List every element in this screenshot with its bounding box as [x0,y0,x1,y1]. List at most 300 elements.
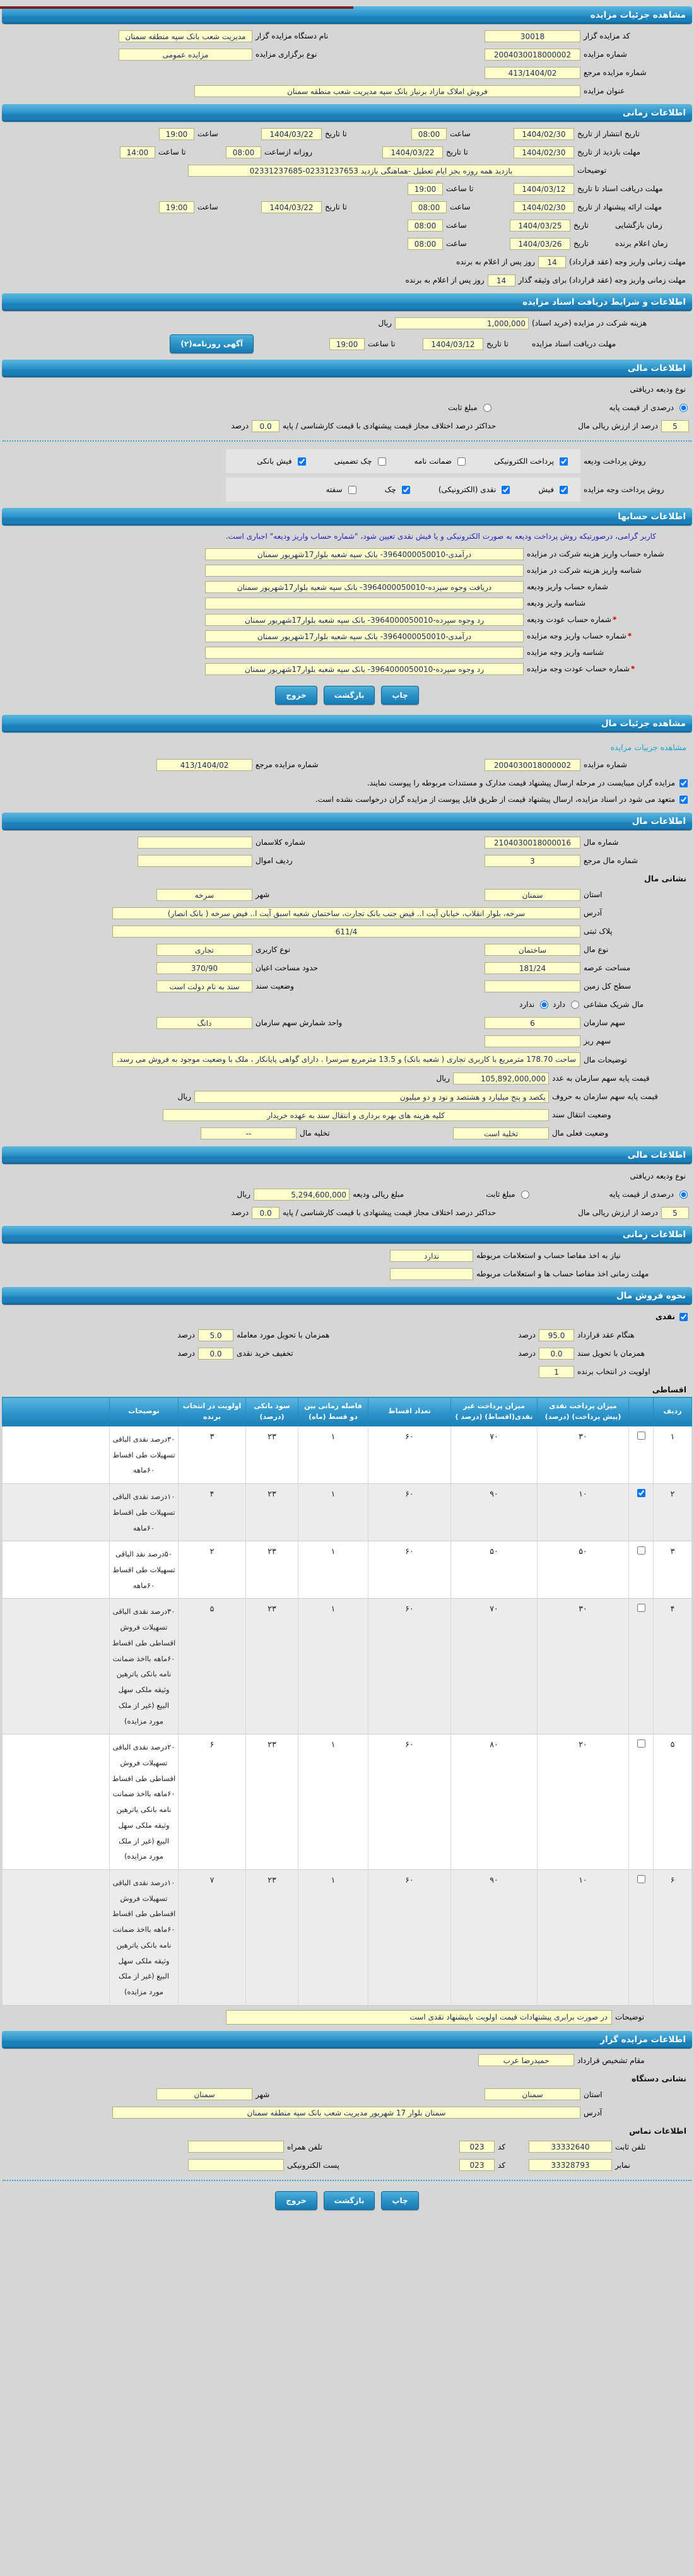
deposit-method-certified-check-label: چک تضمینی [334,457,372,466]
asset-desc-row [5,1052,689,1067]
winner-time[interactable]: 08:00 [408,238,443,250]
auctioneer-code-value[interactable]: 30018 [485,30,580,42]
deposit-amount-label: مبلغ ریالی ودیعه [353,1190,404,1199]
sale-notes-value[interactable]: در صورت برابری پیشنهادات قیمت اولویت باپیشنهاد نقدی است [226,2010,612,2025]
installment-description: ۵۰درصد نقد الباقی تسهیلات طی اقساط ۶۰ماهه [110,1541,179,1599]
max-diff-value-2[interactable]: 0.0 [252,1207,279,1219]
visit-to-time[interactable]: 14:00 [120,146,155,158]
asset-city-value[interactable]: سرخه [156,889,252,901]
section-header-auctioneer: اطلاعات مزایده گزار [2,2031,692,2049]
installment-select-cell [629,1426,654,1484]
visit-notes-value[interactable]: بازدید همه روزه بجز ایام تعطیل -هماهنگی بازدید 02331237653-02331237685 [188,165,574,177]
installment-empty-cell [3,1734,110,1870]
payment-method-check-checkbox[interactable] [402,486,410,494]
opening-time[interactable]: 08:00 [408,220,443,232]
share-unit-value[interactable]: دانگ [156,1017,252,1029]
deposit-method-bank-slip-label: فیش بانکی [257,457,292,466]
field-row [5,84,689,98]
installment-cash-percent: ۱۰ [538,1484,629,1541]
authority-value[interactable]: حمیدرضا عرب [478,2054,574,2066]
auctioneer-city-label: شهر [256,2090,270,2099]
sub-share-label: سهم ریز [584,1037,611,1045]
actions-top [0,686,694,705]
evacuation-label: تخلیه مال [300,1129,330,1138]
offer-to-time[interactable]: 19:00 [159,201,194,213]
deposit-method-electronic-label: پرداخت الکترونیکی [494,457,554,466]
fax-code-value[interactable]: 023 [459,2159,495,2171]
no-attachment-request-row [5,792,689,806]
deposit-deadline-row [5,255,689,269]
deposit-percent-radio-2[interactable] [679,1191,688,1199]
deposit-deadline-guarantor-days[interactable]: 14 [488,274,515,286]
installments-header-cell: فاصله زمانی بین دو قسط (ماه) [298,1397,368,1426]
installment-noncash-percent: ۹۰ [451,1484,538,1541]
winner-hour-label: ساعت [446,239,467,248]
installments-header-cell: اولویت در انتخاب برنده [179,1397,246,1426]
auction-type-label: نوع برگزاری مزایده [256,50,317,59]
opening-date-label: تاریخ [573,221,589,230]
asset-auction-number-value[interactable]: 2004030018000002 [485,759,580,771]
deposit-percent-value[interactable]: 5 [661,420,689,432]
installment-cash-percent: ۳۰ [538,1599,629,1734]
installments-header-cell: میزان پرداخت نقدی (پیش پرداخت) (درصد) [538,1397,629,1426]
installment-empty-cell [3,1869,110,2005]
field-row [5,47,689,61]
auction-title-value[interactable]: فروش املاک مازاد برنیاز بانک سپه مدیریت شعب منطقه سمنان [194,85,580,97]
asset-auction-number-label: شماره مزایده [584,760,627,769]
field-row [5,66,689,79]
installment-description: ۲۰درصد نقدی الباقی تسهیلات فروش اقساطی طی اقساط ۶۰ماهه بااخذ ضمانت نامه بانکی یاترهین وثیقه ملکی سهل البیع (غیر از ملک مورد مزایده) [110,1734,179,1870]
installments-body [3,1426,692,2006]
shared-owner-yes-label: دارد [553,1000,565,1009]
deposit-type-options-row-2 [5,1187,689,1201]
base-price-row [5,1071,689,1085]
delivery-percent-value[interactable]: 5.0 [198,1329,233,1341]
auction-number-label: شماره مزایده [584,50,627,59]
installment-empty-cell [3,1484,110,1541]
installment-select-checkbox[interactable] [637,1546,645,1555]
installment-gap-months: ۱ [298,1599,368,1734]
auction-type-value[interactable]: مزایده عمومی [119,49,252,61]
installment-select-checkbox[interactable] [637,1875,645,1883]
share-unit-label: واحد شمارش سهم سازمان [256,1018,343,1027]
asset-address-value[interactable]: سرخه، بلوار انقلاب، خیابان آیت ا.. فیض جنب بانک تجارت، ساختمان شعبه اسبق آیت ا.. فیض سرخه ( بانک انصار) [112,907,580,919]
deposit-amount-value[interactable]: 5,294,600,000 [254,1189,350,1201]
installment-noncash-percent: ۷۰ [451,1599,538,1734]
required-asterisk: * [631,664,635,673]
print-button[interactable]: چاپ [381,2191,418,2210]
asset-province-value[interactable]: سمنان [485,889,580,901]
section-header-asset-info: اطلاعات مال [2,813,692,830]
payment-method-slip-label: فیش [538,485,554,494]
deed-delivery-percent-value[interactable]: 0.0 [539,1348,574,1360]
offer-from-label: مهلت ارائه پیشنهاد از تاریخ [577,203,662,211]
asset-city-label: شهر [256,890,270,899]
shared-owner-yes-radio[interactable] [571,1001,579,1009]
auction-ref-label: شماره مزایده مرجع [584,68,647,77]
sale-notes-row [5,2010,689,2025]
payment-method-promissory-label: سفته [326,485,343,494]
auctioneer-province-value[interactable]: سمنان [485,2088,580,2100]
docs-receive-time[interactable]: 19:00 [329,338,365,350]
land-area-value[interactable]: 181/24 [485,962,580,974]
base-price-words-unit: ریال [177,1092,191,1101]
cash-discount-label: تخفیف خرید نقدی [237,1349,293,1358]
opening-date[interactable]: 1404/03/25 [510,220,570,232]
publish-to-date[interactable]: 1404/03/22 [261,128,322,140]
deposit-deadline-days[interactable]: 14 [538,256,566,268]
installment-row [3,1484,692,1541]
deposit-deadline-label: مهلت زمانی واریز وجه (عقد قرارداد) [569,257,686,266]
auctioneer-code-label: کد مزایده گزار [584,32,630,40]
fax-value[interactable]: 33328793 [529,2159,612,2171]
deposit-fixed-radio-label: مبلغ ثابت [448,403,478,412]
dotted-divider-bottom [3,2180,691,2181]
building-area-value[interactable]: 370/90 [156,962,252,974]
winner-time-row [5,237,689,250]
field-row [5,979,689,993]
installment-empty-cell [3,1426,110,1484]
payment-method-label: روش پرداخت وجه مزایده [584,485,664,494]
payment-method-cash-electronic-label: نقدی (الکترونیکی) [438,485,497,494]
top-edge-artifact [0,6,353,9]
deposit-account-label: شماره حساب واریز ودیعه [527,582,608,591]
participation-fee-unit: ریال [378,319,392,327]
max-diff-unit-2: درصد [231,1208,249,1217]
docs-receive-until-label: تا ساعت [368,339,396,348]
max-diff-label: حداکثر درصد اختلاف مجاز قیمت پیشنهادی با قیمت کارشناسی / پایه [283,421,497,430]
installment-row-number: ۴ [654,1599,692,1734]
clearance-deadline-row [5,1267,689,1281]
asset-auction-ref-value[interactable]: 413/1404/02 [156,759,252,771]
field-row [5,943,689,956]
sale-notes-label: توضیحات [615,2013,645,2022]
attachment-required-checkbox[interactable] [679,779,688,787]
account-row [5,596,689,610]
clearance-deadline-value[interactable] [390,1268,473,1280]
asset-auction-ref-label: شماره مزایده مرجع [256,760,319,769]
phone-label: تلفن ثابت [615,2142,646,2151]
docs-deadline-date[interactable]: 1404/03/12 [514,183,574,195]
installment-select-checkbox[interactable] [637,1489,645,1497]
asset-number-label: شماره مال [584,838,619,847]
installment-bank-interest: ۲۳ [246,1599,298,1734]
cash-discount-unit: درصد [177,1349,195,1358]
asset-ref-value[interactable]: 3 [485,855,580,867]
auction-payment-id-value[interactable] [205,647,524,659]
back-button[interactable]: بازگشت [324,686,375,705]
installment-cash-percent: ۵۰ [538,1541,629,1599]
offer-hour-label: ساعت [450,203,471,211]
auction-return-account-value[interactable]: رد وجوه سپرده-3964000050010- بانک سپه شعبه بلوار17شهریور سمنان [205,663,524,675]
asset-province-label: استان [584,890,603,899]
base-price-words-value[interactable]: یکصد و پنج میلیارد و هشتصد و نود و دو میلیون [194,1091,549,1103]
no-attachment-request-checkbox[interactable] [679,796,688,804]
auctioneer-city-value[interactable]: سمنان [156,2088,252,2100]
publish-to-label: تا تاریخ [325,129,347,138]
visit-dates-row [5,145,689,159]
deposit-method-guarantee-checkbox[interactable] [457,457,466,466]
publish-from-label: تاریخ انتشار از تاریخ [577,129,640,138]
publish-from-time[interactable]: 08:00 [411,128,447,140]
auction-ref-value[interactable]: 413/1404/02 [485,67,580,79]
auctioneer-address-title: نشانی دستگاه [632,2073,686,2083]
email-value[interactable] [188,2159,284,2171]
field-row [5,1328,689,1342]
field-row [5,854,689,867]
transfer-status-value[interactable]: کلیه هزینه های بهره برداری و انتقال سند به عهده خریدار [163,1109,549,1121]
asset-desc-value[interactable]: ساحت 178.70 مترمربع با کاربری تجاری ( شعبه بانک) و 13.5 مترمربع سرسرا . دارای گواهی پایانکار ، ملک با وضعیت موجود به فروش می رسد. [112,1052,580,1067]
installment-row-number: ۵ [654,1734,692,1870]
installment-select-cell [629,1541,654,1599]
authority-row [5,2054,689,2067]
deposit-deadline-guarantor-label: مهلت زمانی واریز وجه (عقد قرارداد) برای وثیقه گذار [518,276,686,285]
total-land-value[interactable] [485,980,580,992]
deposit-id-value[interactable] [205,597,524,609]
opening-hour-label: ساعت [446,221,467,230]
exit-button[interactable]: خروج [275,686,317,705]
installment-winner-priority: ۳ [179,1426,246,1484]
installment-gap-months: ۱ [298,1869,368,2005]
section-header-asset-details: مشاهده جزئیات مال [2,715,692,732]
field-row [5,29,689,43]
cash-discount-value[interactable]: 0.0 [198,1348,233,1360]
asset-address-row [5,906,689,920]
docs-deadline-until-label: تا ساعت [446,184,474,193]
org-share-label: سهم سازمان [584,1018,625,1027]
docs-receive-to-date-label: تا تاریخ [486,339,509,348]
usage-type-value[interactable]: تجاری [156,944,252,956]
mobile-value[interactable] [188,2141,284,2153]
shared-owner-no-radio[interactable] [540,1001,548,1009]
installment-empty-cell [3,1599,110,1734]
deposit-deadline-suffix: روز پس از اعلام به برنده [456,257,536,266]
publish-from-date[interactable]: 1404/02/30 [514,128,574,140]
newspaper-ad-button[interactable]: آگهی روزنامه(۲) [170,334,254,353]
max-diff-value[interactable]: 0.0 [252,420,279,432]
installment-description: ۳۰درصد نقدی الباقی تسهیلات طی اقساط ۶۰ماهه [110,1426,179,1484]
classification-value[interactable] [138,837,252,849]
installment-select-checkbox[interactable] [637,1604,645,1612]
installment-count: ۶۰ [368,1869,451,2005]
no-attachment-request-label: متعهد می شود در اسناد مزایده، ارسال پیشنهاد قیمت از طریق فایل پیوست از مزایده گران درخواست نشده است. [315,795,675,804]
deposit-type-row [5,382,689,396]
installment-row-number: ۳ [654,1541,692,1599]
installment-count: ۶۰ [368,1541,451,1599]
shared-owner-no-label: ندارد [519,1000,535,1009]
publish-hour-label: ساعت [450,129,471,138]
installment-winner-priority: ۲ [179,1541,246,1599]
base-price-value[interactable]: 105,892,000,000 [453,1073,549,1085]
winner-date[interactable]: 1404/03/26 [510,238,570,250]
cash-sale-row [5,1310,689,1324]
fax-code-label: کد [498,2160,506,2170]
email-label: پست الکترونیکی [287,2160,339,2170]
deposit-percent-radio[interactable] [679,404,688,412]
installments-header-cell: تعداد اقساط [368,1397,451,1426]
auction-title-label: عنوان مزایده [584,86,625,95]
auctioneer-province-label: استان [584,2090,603,2099]
docs-deadline-time[interactable]: 19:00 [408,183,443,195]
publish-to-hour-label: ساعت [197,129,218,138]
account-row [5,645,689,659]
deed-status-value[interactable]: سند به نام دولت است [156,980,252,992]
evacuation-value[interactable]: -- [201,1127,297,1139]
back-button[interactable]: بازگشت [324,2191,375,2210]
building-area-label: حدود مساحت اعیان [256,963,319,972]
exit-button[interactable]: خروج [275,2191,317,2210]
field-row [5,1126,689,1140]
field-row [5,758,689,772]
participation-fee-value[interactable]: 1,000,000 [395,317,529,329]
visit-from-date[interactable]: 1404/02/30 [514,146,574,158]
installment-bank-interest: ۲۳ [246,1484,298,1541]
docs-receive-date[interactable]: 1404/03/12 [423,338,483,350]
sub-share-value[interactable] [485,1035,580,1047]
auction-payment-account-label: *شماره حساب واریز وجه مزایده [527,632,632,640]
auction-payment-account-value[interactable]: درآمدی-3964000050010- بانک سپه شعبه بلوار17شهریور سمنان [205,630,524,642]
auctioneer-address-row [5,2106,689,2120]
transfer-status-label: وضعیت انتقال سند [552,1110,611,1119]
fee-deposit-id-value[interactable] [205,565,524,577]
fee-deposit-account-value[interactable]: درآمدی-3964000050010- بانک سپه شعبه بلوار17شهریور سمنان [205,548,524,560]
transfer-status-row [5,1108,689,1122]
deposit-method-panel [226,449,580,473]
installment-gap-months: ۱ [298,1484,368,1541]
account-row [5,613,689,626]
installment-noncash-percent: ۹۰ [451,1869,538,2005]
current-status-value[interactable]: تخلیه است [453,1127,549,1139]
contact-title: اطلاعات تماس [629,2126,686,2136]
deposit-method-guarantee-label: ضمانت نامه [414,457,452,466]
deposit-method-row [5,449,689,473]
winner-priority-label: اولویت در انتخاب برنده [577,1367,650,1376]
payment-method-promissory-checkbox[interactable] [348,486,356,494]
visit-from-time[interactable]: 08:00 [226,146,261,158]
deposit-fixed-radio-2[interactable] [521,1191,529,1199]
visit-to-date[interactable]: 1404/03/22 [382,146,443,158]
asset-address-label: آدرس [584,909,603,917]
offer-to-date[interactable]: 1404/03/22 [261,201,322,213]
installments-header-cell: ردیف [654,1397,692,1426]
clearance-deadline-label: مهلت زمانی اخذ مفاصا حساب ها و استعلامات مربوطه [476,1269,649,1278]
contract-percent-value[interactable]: 95.0 [539,1329,574,1341]
deposit-percent-row-2 [5,1206,689,1220]
installment-select-checkbox[interactable] [637,1739,645,1748]
installment-row-number: ۲ [654,1484,692,1541]
section-header-docs: اطلاعات و شرایط دریافت اسناد مزایده [2,293,692,311]
delivery-percent-unit: درصد [177,1331,195,1339]
installment-gap-months: ۱ [298,1734,368,1870]
phone-value[interactable]: 33332640 [529,2141,612,2153]
asset-number-value[interactable]: 2104030018000016 [485,837,580,849]
visit-until-label: تا ساعت [158,148,186,156]
auction-number-value[interactable]: 2004030018000002 [485,49,580,61]
org-name-value[interactable]: مدیریت شعب بانک سپه منطقه سمنان [119,30,252,42]
installment-row [3,1599,692,1734]
auctioneer-address-value[interactable]: سمنان بلوار 17 شهریور مدیریت شعب بانک سپه منطقه سمنان [112,2107,580,2119]
deposit-account-value[interactable]: دریافت وجوه سپرده-3964000050010- بانک سپه شعبه بلوار17شهریور سمنان [205,581,524,593]
field-row [5,2158,689,2172]
deed-delivery-percent-unit: درصد [518,1349,536,1358]
winner-priority-value[interactable]: 1 [539,1366,574,1378]
current-status-label: وضعیت فعلی مال [552,1129,609,1138]
deposit-fixed-radio[interactable] [483,404,491,412]
installment-select-checkbox[interactable] [637,1432,645,1440]
dotted-divider [3,440,691,442]
cash-sale-checkbox[interactable] [679,1313,688,1321]
deposit-percent-value-2[interactable]: 5 [661,1207,689,1219]
payment-method-slip-checkbox[interactable] [560,486,568,494]
field-row [5,1016,689,1030]
offer-from-time[interactable]: 08:00 [411,201,447,213]
installment-count: ۶۰ [368,1734,451,1870]
phone-code-value[interactable]: 023 [459,2141,495,2153]
deposit-method-bank-slip-checkbox[interactable] [298,457,306,466]
deposit-id-label: شناسه واریز ودیعه [527,599,586,608]
installment-count: ۶۰ [368,1426,451,1484]
account-row [5,580,689,594]
view-auction-details-link[interactable]: مشاهده جزییات مزایده [610,743,686,752]
participation-fee-label: هزینه شرکت در مزایده (خرید اسناد) [532,319,647,327]
installments-header-cell: سود بانکی (درصد) [246,1397,298,1426]
offer-dates-row [5,200,689,214]
plate-value[interactable]: 611/4 [112,926,580,938]
installments-header-cell [3,1397,110,1426]
mobile-label: تلفن همراه [287,2142,322,2151]
installment-winner-priority: ۴ [179,1484,246,1541]
org-share-value[interactable]: 6 [485,1017,580,1029]
payment-method-cash-electronic-checkbox[interactable] [502,486,510,494]
deposit-method-certified-check-checkbox[interactable] [378,457,386,466]
offer-to-hour-label: ساعت [197,203,218,211]
base-price-label: قیمت پایه سهم سازمان به عدد [552,1074,650,1083]
section-header-financial-2: اطلاعات مالی [2,1146,692,1164]
print-button[interactable]: چاپ [381,686,418,705]
asset-desc-label: توضیحات مال [584,1055,627,1064]
participation-fee-row [5,316,689,330]
asset-type-value[interactable]: ساختمان [485,944,580,956]
installment-row [3,1869,692,2005]
assets-row-value[interactable] [138,855,252,867]
installment-gap-months: ۱ [298,1541,368,1599]
plate-label: پلاک ثبتی [584,927,613,936]
deposit-method-electronic-checkbox[interactable] [560,457,568,466]
required-asterisk: * [612,615,617,624]
installment-noncash-percent: ۵۰ [451,1541,538,1599]
deposit-type-label: نوع ودیعه دریافتی [630,385,686,394]
deposit-return-account-value[interactable]: رد وجوه سپرده-3964000050010- بانک سپه شعبه بلوار17شهریور سمنان [205,614,524,626]
installment-row [3,1541,692,1599]
installment-gap-months: ۱ [298,1426,368,1484]
installment-bank-interest: ۲۳ [246,1869,298,2005]
visit-daily-label: روزانه ازساعت [264,148,313,156]
clearance-value[interactable]: ندارد [390,1250,473,1262]
deed-status-label: وضعیت سند [256,982,294,991]
sub-share-row [5,1034,689,1048]
visit-from-label: مهلت بازدید از تاریخ [577,148,640,156]
base-price-words-label: قیمت پایه سهم سازمان به حروف [552,1092,658,1101]
publish-to-time[interactable]: 19:00 [159,128,194,140]
org-name-label: نام دستگاه مزایده گزار [256,32,329,40]
installments-table [2,1397,692,2006]
opening-label: زمان بازگشایی [615,221,662,230]
deposit-type-row-2 [5,1169,689,1183]
publish-dates-row [5,127,689,141]
winner-label: زمان اعلام برنده [615,239,668,248]
offer-from-date[interactable]: 1404/02/30 [514,201,574,213]
required-asterisk: * [627,632,632,640]
